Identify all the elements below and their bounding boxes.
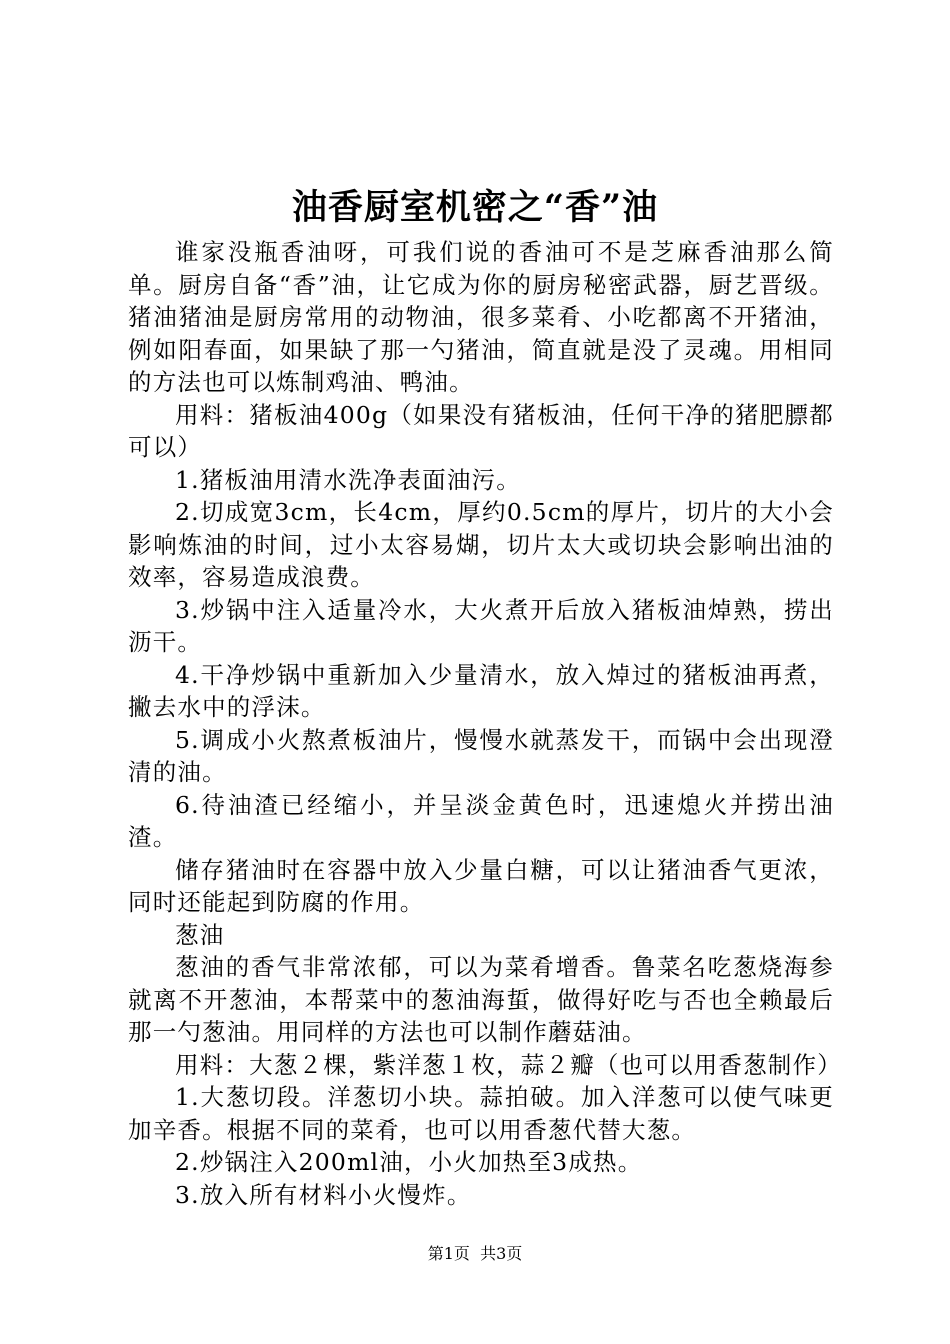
paragraph-lard-step-4: 4.干净炒锅中重新加入少量清水，放入焯过的猪板油再煮，撇去水中的浮沫。 (128, 660, 834, 721)
paragraph-lard-step-2: 2.切成宽3cm，长4cm，厚约0.5cm的厚片，切片的大小会影响炼油的时间，过小太容易煳，切片太大或切块会影响出油的效率，容易造成浪费。 (128, 498, 834, 591)
paragraph-scallion-step-3: 3.放入所有材料小火慢炸。 (175, 1180, 472, 1209)
paragraph-lard-step-1: 1.猪板油用清水洗净表面油污。 (175, 465, 521, 494)
page-number: 第1页 (427, 1244, 470, 1263)
paragraph-lard-storage-tip: 储存猪油时在容器中放入少量白糖，可以让猪油香气更浓，同时还能起到防腐的作用。 (128, 855, 834, 916)
paragraph-lard-ingredients: 用料：猪板油400g（如果没有猪板油，任何干净的猪肥膘都可以） (128, 400, 834, 461)
document-body (128, 236, 842, 1211)
paragraph-lard-step-5: 5.调成小火熬煮板油片，慢慢水就蒸发干，而锅中会出现澄清的油。 (128, 725, 834, 786)
page-footer (0, 1243, 950, 1265)
paragraph-scallion-intro: 葱油的香气非常浓郁，可以为菜肴增香。鲁菜名吃葱烧海参就离不开葱油，本帮菜中的葱油海蜇，做得好吃与否也全赖最后那一勺葱油。用同样的方法也可以制作蘑菇油。 (128, 953, 834, 1046)
paragraph-scallion-step-1: 1.大葱切段。洋葱切小块。蒜拍破。加入洋葱可以使气味更加辛香。根据不同的菜肴，也可以用香葱代替大葱。 (128, 1083, 834, 1144)
paragraph-scallion-ingredients: 用料：大葱２棵，紫洋葱１枚，蒜２瓣（也可以用香葱制作） (175, 1050, 842, 1079)
paragraph-intro: 谁家没瓶香油呀，可我们说的香油可不是芝麻香油那么简单。厨房自备“香”油，让它成为你的厨房秘密武器，厨艺晋级。猪油猪油是厨房常用的动物油，很多菜肴、小吃都离不开猪油，例如阳春面，如果缺了那一勺猪油，简直就是没了灵魂。用相同的方法也可以炼制鸡油、鸭油。 (128, 238, 834, 396)
paragraph-lard-step-6: 6.待油渣已经缩小，并呈淡金黄色时，迅速熄火并捞出油渣。 (128, 790, 834, 851)
section-heading-scallion-oil: 葱油 (175, 920, 225, 949)
footer-spacer (470, 1244, 480, 1263)
paragraph-lard-step-3: 3.炒锅中注入适量冷水，大火煮开后放入猪板油焯熟，捞出沥干。 (128, 595, 834, 656)
page-total: 共3页 (480, 1244, 523, 1263)
paragraph-scallion-step-2: 2.炒锅注入200ml油，小火加热至3成热。 (175, 1148, 643, 1176)
document-title: 油香厨室机密之“香”油 (291, 187, 659, 228)
